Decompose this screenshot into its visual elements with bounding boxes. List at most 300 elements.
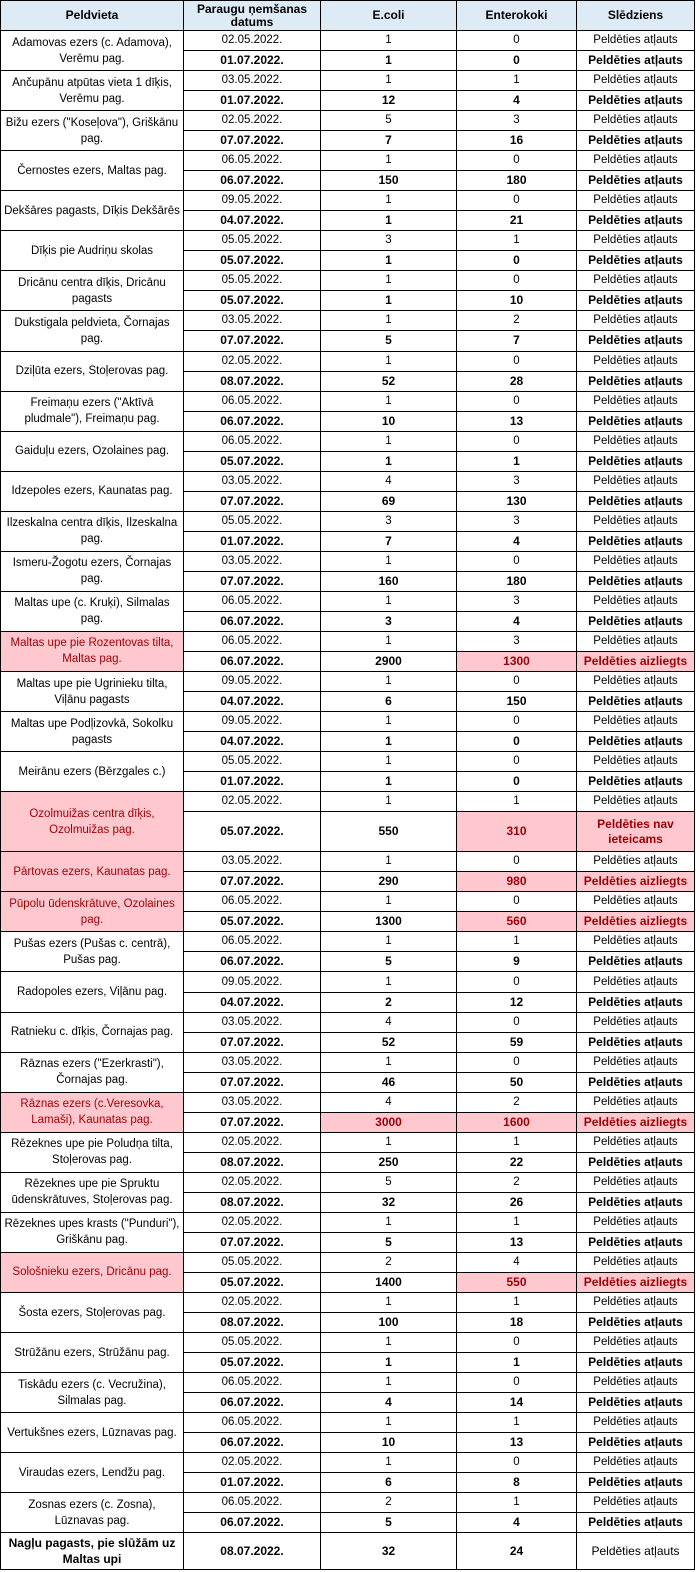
conclusion: Peldēties atļauts (577, 952, 695, 972)
place-name: Ilzeskalna centra dīķis, Ilzeskalna pag. (1, 511, 184, 551)
place-name: Strūžānu ezers, Strūžānu pag. (1, 1333, 184, 1373)
table-row (1, 191, 695, 211)
conclusion: Peldēties atļauts (577, 431, 695, 451)
ecoli-value: 1 (321, 631, 457, 651)
enterokoki-value: 1 (457, 451, 577, 471)
place-name: Dīķis pie Audriņu skolas (1, 231, 184, 271)
enterokoki-value: 2 (457, 1092, 577, 1112)
ecoli-value: 3000 (321, 1112, 457, 1132)
conclusion: Peldēties aizliegts (577, 1272, 695, 1292)
sample-date: 07.07.2022. (184, 1032, 321, 1052)
sample-date: 02.05.2022. (184, 1212, 321, 1232)
conclusion: Peldēties atļauts (577, 591, 695, 611)
place-name: Dziļūta ezers, Stoļerovas pag. (1, 351, 184, 391)
table-row (1, 471, 695, 491)
ecoli-value: 3 (321, 511, 457, 531)
place-name: Pūpolu ūdenskrātuve, Ozolaines pag. (1, 892, 184, 932)
ecoli-value: 1 (321, 71, 457, 91)
place-name: Viraudas ezers, Lendžu pag. (1, 1453, 184, 1493)
place-name: Maltas upe Podļizovkā, Sokolku pagasts (1, 712, 184, 752)
enterokoki-value: 3 (457, 111, 577, 131)
enterokoki-value: 1 (457, 71, 577, 91)
sample-date: 06.05.2022. (184, 892, 321, 912)
conclusion: Peldēties atļauts (577, 291, 695, 311)
sample-date: 07.07.2022. (184, 872, 321, 892)
table-row (1, 1212, 695, 1232)
enterokoki-value: 0 (457, 712, 577, 732)
table-row (1, 1132, 695, 1152)
enterokoki-value: 0 (457, 892, 577, 912)
header-peldvieta: Peldvieta (1, 1, 184, 31)
sample-date: 07.07.2022. (184, 1232, 321, 1252)
table-row (1, 752, 695, 772)
table-row (1, 31, 695, 51)
sample-date: 04.07.2022. (184, 992, 321, 1012)
conclusion: Peldēties atļauts (577, 1212, 695, 1232)
table-row (1, 792, 695, 812)
place-name: Maltas upe pie Ugrinieku tilta, Viļānu pagasts (1, 672, 184, 712)
conclusion: Peldēties atļauts (577, 171, 695, 191)
ecoli-value: 3 (321, 611, 457, 631)
sample-date: 01.07.2022. (184, 91, 321, 111)
place-name: Zosnas ezers (c. Zosna), Lūznavas pag. (1, 1493, 184, 1533)
enterokoki-value: 0 (457, 551, 577, 571)
conclusion: Peldēties atļauts (577, 251, 695, 271)
conclusion: Peldēties atļauts (577, 1453, 695, 1473)
ecoli-value: 5 (321, 331, 457, 351)
conclusion: Peldēties atļauts (577, 471, 695, 491)
table-row (1, 551, 695, 571)
enterokoki-value: 24 (457, 1533, 577, 1570)
sample-date: 04.07.2022. (184, 692, 321, 712)
conclusion: Peldēties aizliegts (577, 1112, 695, 1132)
table-row (1, 892, 695, 912)
enterokoki-value: 0 (457, 852, 577, 872)
sample-date: 08.07.2022. (184, 371, 321, 391)
enterokoki-value: 21 (457, 211, 577, 231)
sample-date: 06.05.2022. (184, 591, 321, 611)
ecoli-value: 1 (321, 311, 457, 331)
sample-date: 09.05.2022. (184, 972, 321, 992)
table-row (1, 151, 695, 171)
conclusion: Peldēties atļauts (577, 51, 695, 71)
sample-date: 02.05.2022. (184, 792, 321, 812)
conclusion: Peldēties atļauts (577, 1433, 695, 1453)
sample-date: 08.07.2022. (184, 1313, 321, 1333)
conclusion: Peldēties atļauts (577, 1032, 695, 1052)
enterokoki-value: 3 (457, 471, 577, 491)
conclusion: Peldēties atļauts (577, 1072, 695, 1092)
conclusion: Peldēties atļauts (577, 1252, 695, 1272)
enterokoki-value: 1 (457, 932, 577, 952)
ecoli-value: 10 (321, 1433, 457, 1453)
table-row (1, 631, 695, 651)
sample-date: 06.05.2022. (184, 631, 321, 651)
place-name: Černostes ezers, Maltas pag. (1, 151, 184, 191)
enterokoki-value: 0 (457, 271, 577, 291)
enterokoki-value: 0 (457, 1373, 577, 1393)
enterokoki-value: 1 (457, 1212, 577, 1232)
place-name: Dekšāres pagasts, Dīķis Dekšārēs (1, 191, 184, 231)
enterokoki-value: 0 (457, 31, 577, 51)
conclusion: Peldēties atļauts (577, 311, 695, 331)
sample-date: 07.07.2022. (184, 491, 321, 511)
enterokoki-value: 0 (457, 1333, 577, 1353)
sample-date: 03.05.2022. (184, 311, 321, 331)
sample-date: 06.05.2022. (184, 151, 321, 171)
ecoli-value: 3 (321, 231, 457, 251)
conclusion: Peldēties atļauts (577, 792, 695, 812)
table-row (1, 1453, 695, 1473)
ecoli-value: 6 (321, 692, 457, 712)
conclusion: Peldēties atļauts (577, 972, 695, 992)
sample-date: 06.07.2022. (184, 1513, 321, 1533)
conclusion: Peldēties atļauts (577, 1092, 695, 1112)
enterokoki-value: 0 (457, 1453, 577, 1473)
enterokoki-value: 0 (457, 1012, 577, 1032)
sample-date: 02.05.2022. (184, 31, 321, 51)
conclusion: Peldēties atļauts (577, 712, 695, 732)
enterokoki-value: 1 (457, 1292, 577, 1312)
enterokoki-value: 0 (457, 732, 577, 752)
ecoli-value: 1 (321, 51, 457, 71)
place-name: Dukstigala peldvieta, Čornajas pag. (1, 311, 184, 351)
ecoli-value: 1 (321, 1212, 457, 1232)
conclusion: Peldēties atļauts (577, 371, 695, 391)
ecoli-value: 1 (321, 1453, 457, 1473)
conclusion: Peldēties atļauts (577, 1393, 695, 1413)
ecoli-value: 2 (321, 1252, 457, 1272)
table-row (1, 351, 695, 371)
sample-date: 09.05.2022. (184, 191, 321, 211)
conclusion: Peldēties atļauts (577, 752, 695, 772)
place-name: Ratnieku c. dīķis, Čornajas pag. (1, 1012, 184, 1052)
enterokoki-value: 12 (457, 992, 577, 1012)
ecoli-value: 1 (321, 591, 457, 611)
ecoli-value: 1 (321, 291, 457, 311)
enterokoki-value: 0 (457, 1052, 577, 1072)
place-name: Dricānu centra dīķis, Dricānu pagasts (1, 271, 184, 311)
place-name: Sološnieku ezers, Dricānu pag. (1, 1252, 184, 1292)
sample-date: 09.05.2022. (184, 672, 321, 692)
place-name: Pārtovas ezers, Kaunatas pag. (1, 852, 184, 892)
place-name: Rāznas ezers ("Ezerkrasti"), Čornajas pag. (1, 1052, 184, 1092)
sample-date: 03.05.2022. (184, 1012, 321, 1032)
table-row (1, 71, 695, 91)
conclusion: Peldēties atļauts (577, 1533, 695, 1570)
enterokoki-value: 22 (457, 1152, 577, 1172)
sample-date: 02.05.2022. (184, 1453, 321, 1473)
enterokoki-value: 0 (457, 772, 577, 792)
table-row (1, 972, 695, 992)
ecoli-value: 1 (321, 271, 457, 291)
ecoli-value: 1 (321, 391, 457, 411)
enterokoki-value: 0 (457, 151, 577, 171)
sample-date: 05.05.2022. (184, 231, 321, 251)
conclusion: Peldēties atļauts (577, 1232, 695, 1252)
sample-date: 06.07.2022. (184, 952, 321, 972)
enterokoki-value: 0 (457, 391, 577, 411)
enterokoki-value: 1 (457, 231, 577, 251)
enterokoki-value: 0 (457, 251, 577, 271)
sample-date: 07.07.2022. (184, 331, 321, 351)
conclusion: Peldēties atļauts (577, 1132, 695, 1152)
conclusion: Peldēties atļauts (577, 211, 695, 231)
table-row (1, 1533, 695, 1570)
enterokoki-value: 560 (457, 912, 577, 932)
table-row (1, 1333, 695, 1353)
place-name: Radopoles ezers, Viļānu pag. (1, 972, 184, 1012)
enterokoki-value: 150 (457, 692, 577, 712)
ecoli-value: 12 (321, 91, 457, 111)
table-row (1, 271, 695, 291)
table-row (1, 1252, 695, 1272)
enterokoki-value: 1600 (457, 1112, 577, 1132)
conclusion: Peldēties atļauts (577, 71, 695, 91)
enterokoki-value: 13 (457, 1232, 577, 1252)
sample-date: 03.05.2022. (184, 71, 321, 91)
ecoli-value: 10 (321, 411, 457, 431)
place-name: Nagļu pagasts, pie slūžām uz Maltas upi (1, 1533, 184, 1570)
ecoli-value: 1 (321, 852, 457, 872)
ecoli-value: 5 (321, 1172, 457, 1192)
enterokoki-value: 1 (457, 1413, 577, 1433)
conclusion: Peldēties atļauts (577, 551, 695, 571)
ecoli-value: 1 (321, 732, 457, 752)
ecoli-value: 1 (321, 451, 457, 471)
table-row (1, 932, 695, 952)
conclusion: Peldēties atļauts (577, 631, 695, 651)
conclusion: Peldēties aizliegts (577, 651, 695, 671)
table-row (1, 1493, 695, 1513)
conclusion: Peldēties atļauts (577, 491, 695, 511)
sample-date: 06.07.2022. (184, 1433, 321, 1453)
table-row (1, 431, 695, 451)
conclusion: Peldēties atļauts (577, 111, 695, 131)
sample-date: 02.05.2022. (184, 111, 321, 131)
sample-date: 02.05.2022. (184, 1132, 321, 1152)
sample-date: 05.07.2022. (184, 251, 321, 271)
ecoli-value: 160 (321, 571, 457, 591)
ecoli-value: 1 (321, 712, 457, 732)
sample-date: 06.07.2022. (184, 611, 321, 631)
ecoli-value: 2900 (321, 651, 457, 671)
sample-date: 05.07.2022. (184, 451, 321, 471)
ecoli-value: 1 (321, 792, 457, 812)
ecoli-value: 1 (321, 972, 457, 992)
sample-date: 03.05.2022. (184, 1092, 321, 1112)
table-row (1, 1373, 695, 1393)
enterokoki-value: 0 (457, 752, 577, 772)
enterokoki-value: 0 (457, 672, 577, 692)
sample-date: 03.05.2022. (184, 471, 321, 491)
enterokoki-value: 1 (457, 792, 577, 812)
ecoli-value: 1 (321, 752, 457, 772)
enterokoki-value: 7 (457, 331, 577, 351)
conclusion: Peldēties atļauts (577, 1313, 695, 1333)
sample-date: 07.07.2022. (184, 131, 321, 151)
enterokoki-value: 1 (457, 1493, 577, 1513)
sample-date: 05.07.2022. (184, 812, 321, 852)
table-row (1, 1092, 695, 1112)
ecoli-value: 1 (321, 1333, 457, 1353)
ecoli-value: 1 (321, 551, 457, 571)
enterokoki-value: 16 (457, 131, 577, 151)
conclusion: Peldēties atļauts (577, 1353, 695, 1373)
ecoli-value: 52 (321, 1032, 457, 1052)
ecoli-value: 1 (321, 1132, 457, 1152)
ecoli-value: 1400 (321, 1272, 457, 1292)
enterokoki-value: 2 (457, 311, 577, 331)
ecoli-value: 1 (321, 1292, 457, 1312)
conclusion: Peldēties atļauts (577, 511, 695, 531)
sample-date: 06.07.2022. (184, 1393, 321, 1413)
enterokoki-value: 1 (457, 1132, 577, 1152)
place-name: Ozolmuižas centra dīķis, Ozolmuižas pag. (1, 792, 184, 852)
place-name: Freimaņu ezers ("Aktīvā pludmale"), Freimaņu pag. (1, 391, 184, 431)
sample-date: 06.05.2022. (184, 391, 321, 411)
conclusion: Peldēties atļauts (577, 1192, 695, 1212)
conclusion: Peldēties atļauts (577, 672, 695, 692)
conclusion: Peldēties atļauts (577, 191, 695, 211)
sample-date: 09.05.2022. (184, 712, 321, 732)
sample-date: 05.05.2022. (184, 752, 321, 772)
ecoli-value: 1 (321, 151, 457, 171)
sample-date: 04.07.2022. (184, 211, 321, 231)
enterokoki-value: 0 (457, 431, 577, 451)
header-ecoli: E.coli (321, 1, 457, 31)
ecoli-value: 5 (321, 1513, 457, 1533)
sample-date: 08.07.2022. (184, 1533, 321, 1570)
enterokoki-value: 980 (457, 872, 577, 892)
ecoli-value: 550 (321, 812, 457, 852)
place-name: Ančupānu atpūtas vieta 1 dīķis, Verēmu pag. (1, 71, 184, 111)
enterokoki-value: 3 (457, 591, 577, 611)
conclusion: Peldēties aizliegts (577, 912, 695, 932)
ecoli-value: 5 (321, 1232, 457, 1252)
enterokoki-value: 13 (457, 411, 577, 431)
enterokoki-value: 10 (457, 291, 577, 311)
conclusion: Peldēties atļauts (577, 151, 695, 171)
ecoli-value: 5 (321, 952, 457, 972)
conclusion: Peldēties atļauts (577, 852, 695, 872)
sample-date: 05.07.2022. (184, 1353, 321, 1373)
enterokoki-value: 0 (457, 191, 577, 211)
place-name: Rāznas ezers (c.Veresovka, Lamaši), Kaunatas pag. (1, 1092, 184, 1132)
table-row (1, 391, 695, 411)
ecoli-value: 5 (321, 111, 457, 131)
table-row (1, 672, 695, 692)
conclusion: Peldēties atļauts (577, 271, 695, 291)
table-row (1, 852, 695, 872)
enterokoki-value: 18 (457, 1313, 577, 1333)
conclusion: Peldēties atļauts (577, 531, 695, 551)
ecoli-value: 1 (321, 1353, 457, 1373)
sample-date: 06.07.2022. (184, 651, 321, 671)
table-row (1, 111, 695, 131)
conclusion: Peldēties atļauts (577, 1373, 695, 1393)
place-name: Adamovas ezers (c. Adamova), Verēmu pag. (1, 31, 184, 71)
enterokoki-value: 8 (457, 1473, 577, 1493)
place-name: Ismeru-Žogotu ezers, Čornajas pag. (1, 551, 184, 591)
table-row (1, 1012, 695, 1032)
ecoli-value: 7 (321, 531, 457, 551)
conclusion: Peldēties atļauts (577, 391, 695, 411)
conclusion: Peldēties atļauts (577, 992, 695, 1012)
sample-date: 07.07.2022. (184, 571, 321, 591)
sample-date: 06.07.2022. (184, 411, 321, 431)
conclusion: Peldēties atļauts (577, 91, 695, 111)
sample-date: 06.05.2022. (184, 1413, 321, 1433)
enterokoki-value: 13 (457, 1433, 577, 1453)
enterokoki-value: 4 (457, 611, 577, 631)
ecoli-value: 46 (321, 1072, 457, 1092)
table-row (1, 591, 695, 611)
ecoli-value: 32 (321, 1533, 457, 1570)
sample-date: 05.05.2022. (184, 511, 321, 531)
ecoli-value: 100 (321, 1313, 457, 1333)
table-row (1, 1292, 695, 1312)
ecoli-value: 1 (321, 1373, 457, 1393)
conclusion: Peldēties atļauts (577, 692, 695, 712)
conclusion: Peldēties atļauts (577, 31, 695, 51)
sample-date: 01.07.2022. (184, 772, 321, 792)
enterokoki-value: 59 (457, 1032, 577, 1052)
place-name: Maltas upe (c. Kruķi), Silmalas pag. (1, 591, 184, 631)
sample-date: 05.05.2022. (184, 1252, 321, 1272)
place-name: Rēzeknes upes krasts ("Punduri"), Griškānu pag. (1, 1212, 184, 1252)
conclusion: Peldēties atļauts (577, 411, 695, 431)
enterokoki-value: 1300 (457, 651, 577, 671)
table-row (1, 1172, 695, 1192)
enterokoki-value: 180 (457, 171, 577, 191)
sample-date: 05.07.2022. (184, 1272, 321, 1292)
ecoli-value: 4 (321, 471, 457, 491)
conclusion: Peldēties atļauts (577, 1052, 695, 1072)
enterokoki-value: 2 (457, 1172, 577, 1192)
conclusion: Peldēties atļauts (577, 451, 695, 471)
enterokoki-value: 550 (457, 1272, 577, 1292)
ecoli-value: 1 (321, 31, 457, 51)
enterokoki-value: 9 (457, 952, 577, 972)
sample-date: 06.05.2022. (184, 932, 321, 952)
conclusion: Peldēties atļauts (577, 231, 695, 251)
enterokoki-value: 0 (457, 972, 577, 992)
conclusion: Peldēties atļauts (577, 1513, 695, 1533)
conclusion: Peldēties atļauts (577, 1172, 695, 1192)
place-name: Tiskādu ezers (c. Vecružina), Silmalas pag. (1, 1373, 184, 1413)
enterokoki-value: 50 (457, 1072, 577, 1092)
ecoli-value: 32 (321, 1192, 457, 1212)
place-name: Rēzeknes upe pie Spruktu ūdenskrātuves, Stoļerovas pag. (1, 1172, 184, 1212)
conclusion: Peldēties atļauts (577, 1292, 695, 1312)
enterokoki-value: 0 (457, 351, 577, 371)
table-row (1, 311, 695, 331)
sample-date: 01.07.2022. (184, 51, 321, 71)
conclusion: Peldēties atļauts (577, 932, 695, 952)
conclusion: Peldēties atļauts (577, 1333, 695, 1353)
sample-date: 01.07.2022. (184, 531, 321, 551)
conclusion: Peldēties aizliegts (577, 872, 695, 892)
sample-date: 06.05.2022. (184, 431, 321, 451)
sample-date: 05.05.2022. (184, 1333, 321, 1353)
place-name: Vertukšnes ezers, Lūznavas pag. (1, 1413, 184, 1453)
sample-date: 03.05.2022. (184, 852, 321, 872)
ecoli-value: 1 (321, 1052, 457, 1072)
place-name: Rēzeknes upe pie Poludņa tilta, Stoļerovas pag. (1, 1132, 184, 1172)
enterokoki-value: 4 (457, 1513, 577, 1533)
ecoli-value: 1300 (321, 912, 457, 932)
